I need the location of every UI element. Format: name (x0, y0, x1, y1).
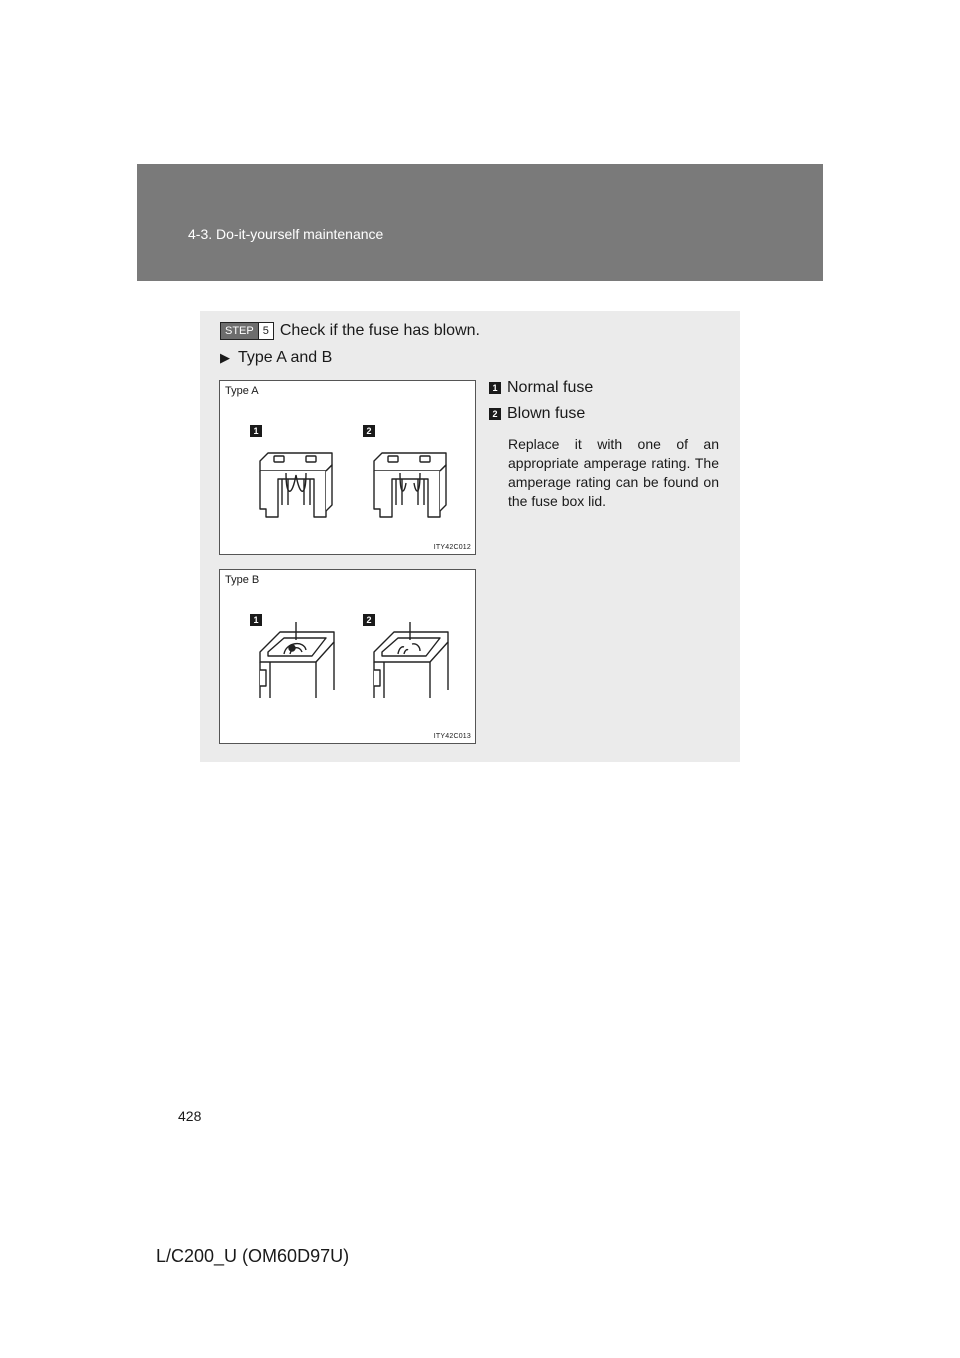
figure-type-a (219, 380, 476, 555)
normal-cartridge-fuse-illustration (256, 620, 340, 700)
page-number: 428 (178, 1108, 202, 1124)
legend-number: 1 (489, 382, 501, 394)
step-badge-number: 5 (258, 323, 273, 339)
callout-blown-fuse: 2 (363, 614, 375, 626)
figure-code: ITY42C012 (433, 544, 471, 551)
figure-code: ITY42C013 (433, 733, 471, 740)
legend-text: Normal fuse (507, 379, 594, 396)
content-panel (200, 311, 740, 762)
step-row (220, 322, 480, 340)
step-badge (220, 322, 274, 340)
type-heading (220, 349, 332, 367)
legend-number: 2 (489, 408, 501, 420)
document-code: L/C200_U (OM60D97U) (156, 1246, 350, 1266)
figure-label: Type A (225, 385, 259, 397)
blown-cartridge-fuse-illustration (370, 620, 454, 700)
legend-item-blown (489, 401, 719, 427)
step-instruction: Check if the fuse has blown. (279, 322, 480, 339)
legend-text: Blown fuse (507, 405, 586, 422)
figure-type-b (219, 569, 476, 744)
triangle-right-icon: ▶ (220, 350, 230, 365)
section-title: 4-3. Do-it-yourself maintenance (188, 226, 384, 242)
figure-label: Type B (225, 574, 260, 586)
callout-blown-fuse: 2 (363, 425, 375, 437)
legend-item-normal (489, 375, 719, 401)
callout-normal-fuse: 1 (250, 614, 262, 626)
legend-description: Replace it with one of an appropriate amperage rating. The amperage rating can be found on the fuse box lid. (508, 436, 719, 509)
legend (489, 375, 719, 511)
header-band (137, 164, 823, 281)
step-badge-label: STEP (221, 323, 258, 339)
blown-blade-fuse-illustration (370, 449, 450, 524)
type-heading-text: Type A and B (238, 349, 333, 366)
normal-blade-fuse-illustration (256, 449, 336, 524)
callout-normal-fuse: 1 (250, 425, 262, 437)
